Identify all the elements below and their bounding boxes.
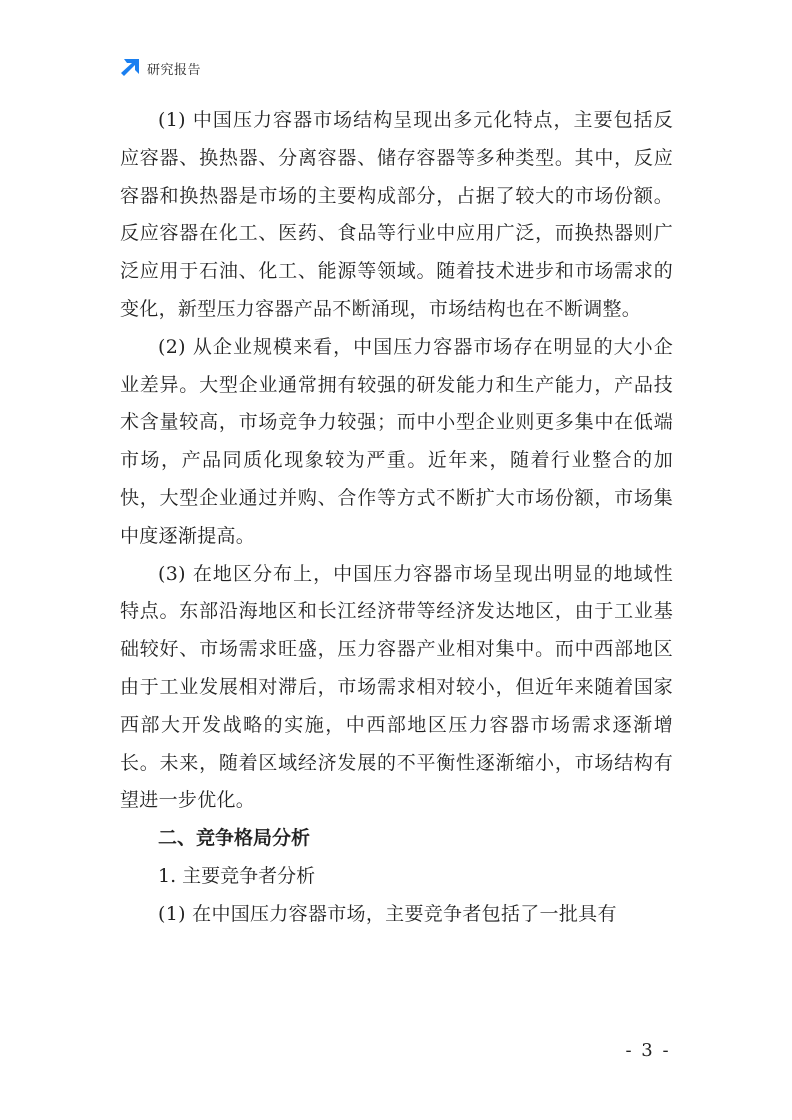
page-header [119, 56, 201, 80]
subsection-heading: 1. 主要竞争者分析 [158, 864, 316, 887]
document-body [120, 102, 673, 934]
paragraph-4: (1) 在中国压力容器市场，主要竞争者包括了一批具有 [158, 902, 617, 925]
header-title: 研究报告 [147, 62, 202, 78]
page-number: - 3 - [625, 1040, 671, 1061]
paragraph-2: (2) 从企业规模来看，中国压力容器市场存在明显的大小企业差异。大型企业通常拥有较强的研发能力和生产能力，产品技术含量较高，市场竞争力较强；而中小型企业则更多集中在低端市场，产品同质化现象较为严重。近年来，随着行业整合的加快，大型企业通过并购、合作等方式不断扩大市场份额，市场集中度逐渐提高。 [120, 335, 673, 547]
arrow-up-right-icon [119, 57, 141, 79]
paragraph-1: (1) 中国压力容器市场结构呈现出多元化特点，主要包括反应容器、换热器、分离容器、储存容器等多种类型。其中，反应容器和换热器是市场的主要构成部分，占据了较大的市场份额。反应容器在化工、医药、食品等行业中应用广泛，而换热器则广泛应用于石油、化工、能源等领域。随着技术进步和市场需求的变化，新型压力容器产品不断涌现，市场结构也在不断调整。 [120, 109, 673, 320]
section-heading: 二、竞争格局分析 [158, 827, 311, 850]
paragraph-3: (3) 在地区分布上，中国压力容器市场呈现出明显的地域性特点。东部沿海地区和长江经济带等经济发达地区，由于工业基础较好、市场需求旺盛，压力容器产业相对集中。而中西部地区由于工业发展相对滞后，市场需求相对较小，但近年来随着国家西部大开发战略的实施，中西部地区压力容器市场需求逐渐增长。未来，随着区域经济发展的不平衡性逐渐缩小，市场结构有望进一步优化。 [120, 562, 673, 812]
